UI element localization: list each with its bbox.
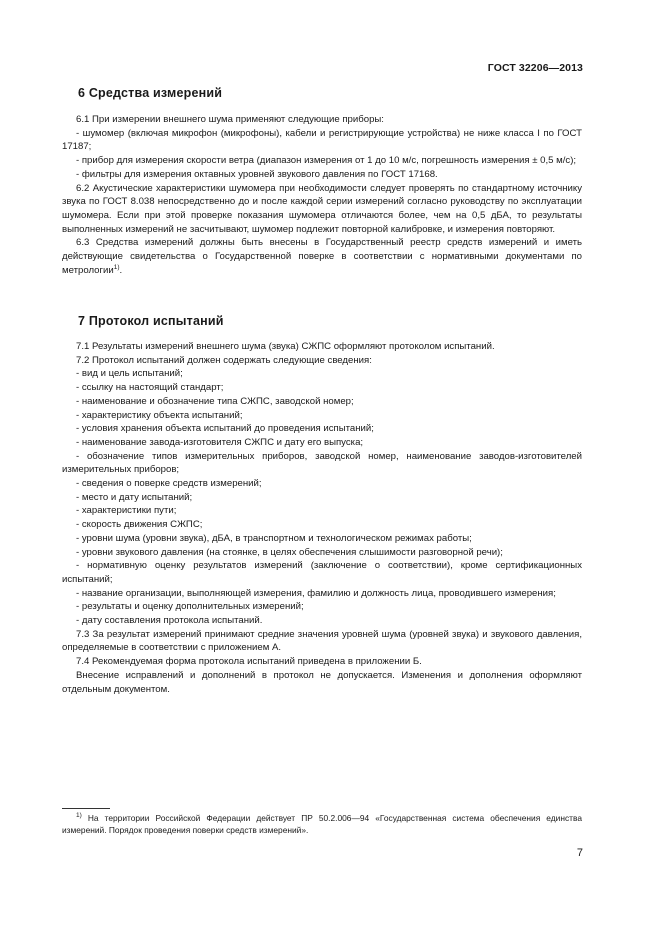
footnote-reference: 1)	[113, 263, 120, 271]
list-item: - сведения о поверке средств измерений;	[76, 478, 262, 490]
list-item: - нормативную оценку результатов измерений (заключение о соответствии), кроме сертификационных испытаний;	[62, 560, 582, 585]
paragraph-7-3: 7.3 За результат измерений принимают средние значения уровней шума (уровней звука) и звукового давления, определяемые в соответствии с приложением А.	[62, 628, 582, 654]
list-item: - вид и цель испытаний;	[76, 368, 183, 380]
list-item: - ссылку на настоящий стандарт;	[76, 382, 224, 394]
paragraph-6-3-end: .	[119, 264, 123, 276]
list-item: - результаты и оценку дополнительных измерений;	[76, 601, 304, 613]
document-header-standard-code: ГОСТ 32206—2013	[487, 62, 583, 74]
list-item: - прибор для измерения скорости ветра (диапазон измерения от 1 до 10 м/с, погрешность измерения ± 0,5 м/с);	[76, 155, 577, 167]
list-item: - наименование и обозначение типа СЖПС, заводской номер;	[76, 395, 354, 407]
section-7-title: 7 Протокол испытаний	[78, 314, 224, 328]
paragraph-amendments: Внесение исправлений и дополнений в протокол не допускается. Изменения и дополнения оформляют отдельным документом.	[62, 669, 582, 695]
list-item: - уровни звукового давления (на стоянке, в целях обеспечения слышимости разговорной речи);	[76, 546, 503, 558]
paragraph-7-4: 7.4 Рекомендуемая форма протокола испытаний приведена в приложении Б.	[76, 656, 422, 668]
paragraph-7-2: 7.2 Протокол испытаний должен содержать следующие сведения:	[76, 354, 372, 366]
paragraph-6-3-text: 6.3 Средства измерений должны быть внесены в Государственный реестр средств измерений и иметь действующие свидетельства о Государственной поверке в соответствии с нормативными документами по метрологии	[62, 237, 582, 276]
paragraph-6-1: 6.1 При измерении внешнего шума применяют следующие приборы:	[76, 114, 384, 125]
list-item: - уровни шума (уровни звука), дБА, в транспортном и технологическом режимах работы;	[76, 532, 472, 544]
page-number: 7	[576, 847, 583, 859]
list-item: - характеристику объекта испытаний;	[76, 409, 243, 421]
list-item: - фильтры для измерения октавных уровней звукового давления по ГОСТ 17168.	[76, 168, 438, 180]
list-item: - место и дату испытаний;	[76, 491, 193, 503]
list-item: - условия хранения объекта испытаний до проведения испытаний;	[76, 423, 374, 435]
section-6-title: 6 Средства измерений	[78, 86, 223, 100]
paragraph-6-3	[62, 236, 582, 277]
paragraph-7-1: 7.1 Результаты измерений внешнего шума (звука) СЖПС оформляют протоколом испытаний.	[76, 341, 495, 352]
paragraph-6-2: 6.2 Акустические характеристики шумомера при необходимости следует проверять по стандартному источнику звука по ГОСТ 8.038 непосредственно до и после каждой серии измерений согласно руководству по эксплуатации шумомера. Если при этой проверке показания шумомера отличаются более, чем на 0,5 дБА, то результаты выполненных измерений не засчитывают, шумомер подлежит повторной калибровке, и измерения повторяют.	[62, 182, 582, 235]
section-7-body	[62, 340, 582, 696]
list-item: - шумомер (включая микрофон (микрофоны), кабели и регистрирующие устройства) не ниже класса I по ГОСТ 17187;	[62, 127, 582, 153]
list-item: - дату составления протокола испытаний.	[76, 615, 263, 627]
footnote-text: На территории Российской Федерации действует ПР 50.2.006—94 «Государственная система обеспечения единства измерений. Порядок проведения поверки средств измерений».	[62, 813, 582, 836]
section-6-body	[62, 113, 582, 277]
list-item: - обозначение типов измерительных приборов, заводской номер, наименование заводов-изготовителей измерительных приборов;	[62, 450, 582, 476]
footnote-paragraph	[62, 812, 582, 836]
list-item: - наименование завода-изготовителя СЖПС и дату его выпуска;	[76, 436, 364, 448]
list-item: - характеристики пути;	[76, 505, 177, 517]
footnote-divider	[62, 808, 110, 809]
footnote-marker: 1)	[76, 812, 82, 820]
footnote	[62, 812, 582, 836]
list-item: - скорость движения СЖПС;	[76, 519, 203, 531]
list-item: - название организации, выполняющей измерения, фамилию и должность лица, проводившего измерения;	[76, 587, 556, 599]
